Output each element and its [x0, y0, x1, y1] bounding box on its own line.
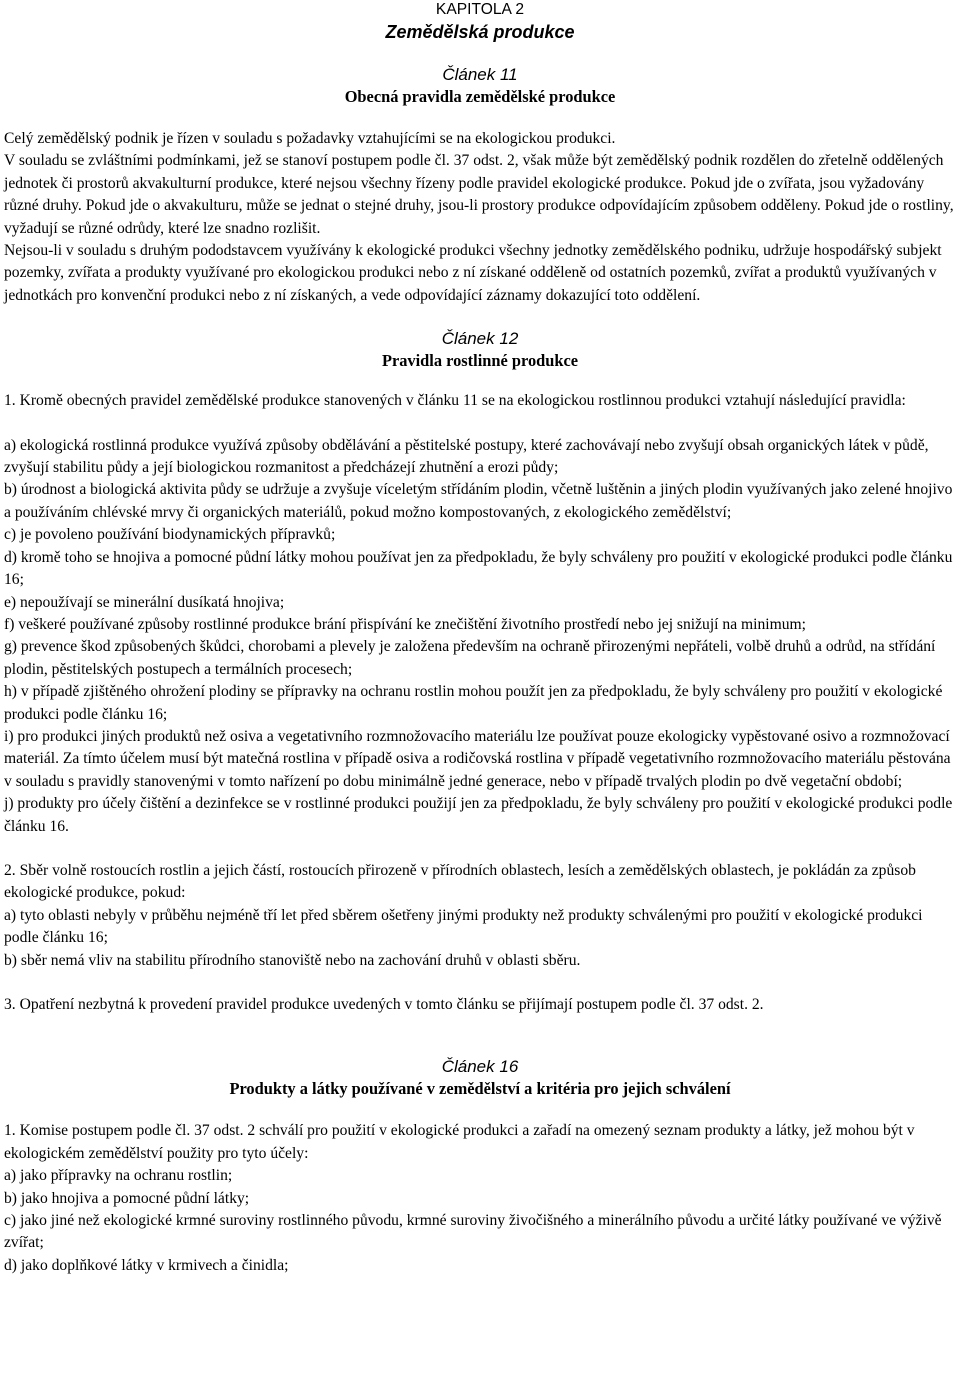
article-12-title: Pravidla rostlinné produkce [381, 351, 579, 371]
article-11-paragraph: V souladu se zvláštními podmínkami, jež se stanoví postupem podle čl. 37 odst. 2, však může být zemědělský podnik rozdělen do zřetelně oddělených jednotek či prostorů akvakulturní produkce, které nejsou všechny řízeny podle pravidel ekologické produkce. Pokud jde o zvířata, jsou vyžadovány různé druhy. Pokud jde o akvakulturu, může se jednat o stejné druhy, jsou-li prostory produkce odpovídajícím způsobem odděleny. Pokud jde o rostliny, vyžadují se různé odrůdy, které lze snadno rozlišit. [4, 152, 954, 237]
chapter-label: KAPITOLA 2 [435, 1, 525, 18]
list-item: b) jako hnojiva a pomocné půdní látky; [4, 1189, 250, 1207]
list-item: a) tyto oblasti nebyly v průběhu nejméně tří let před sběrem ošetřeny jinými produkty než produkty schválenými pro použití v ekologické produkci podle článku 16; [4, 906, 923, 947]
list-item: f) veškeré používané způsoby rostlinné produkce brání přispívání ke znečištění životního prostředí nebo jej snižují na minimum; [4, 615, 807, 633]
article-16-label: Článek 16 [441, 1057, 519, 1077]
article-11 [4, 64, 956, 307]
article-12 [4, 328, 956, 1016]
list-item: a) jako přípravky na ochranu rostlin; [4, 1167, 233, 1185]
chapter-title: Zemědělská produkce [385, 22, 575, 42]
list-item: d) kromě toho se hnojiva a pomocné půdní látky mohou používat jen za předpokladu, že byly schváleny pro použití v ekologické produkci podle článku 16; [4, 548, 953, 589]
article-11-paragraph: Nejsou-li v souladu s druhým pododstavcem využívány k ekologické produkci všechny jednotky zemědělského podniku, udržuje hospodářský subjekt pozemky, zvířata a produkty využívané pro ekologickou produkci nebo z ní získané odděleně od ostatních pozemků, zvířat a produktů využívaných v jednotkách pro konvenční produkci nebo z ní získaných, a vede odpovídající záznamy dokazující toto oddělení. [4, 242, 942, 304]
list-item: a) ekologická rostlinná produkce využívá způsoby obdělávání a pěstitelské postupy, které zachovávají nebo zvyšují obsah organických látek v půdě, zvyšují stabilitu půdy a její biologickou rozmanitost a předcházejí zhutnění a erozi půdy; [4, 436, 929, 477]
article-12-point-1-intro: 1. Kromě obecných pravidel zemědělské produkce stanovených v článku 11 se na ekologickou rostlinnou produkci vztahují následující pravidla: [4, 392, 906, 410]
list-item: b) úrodnost a biologická aktivita půdy se udržuje a zvyšuje víceletým střídáním plodin, včetně luštěnin a jiných plodin využívaných jako zelené hnojivo a používáním chlévské mrvy či organických materiálů, pokud možno kompostovaných, z ekologického zemědělství; [4, 481, 953, 521]
article-12-point-3: 3. Opatření nezbytná k provedení pravidel produkce uvedených v tomto článku se přijímají postupem podle čl. 37 odst. 2. [4, 996, 764, 1013]
list-item: c) jako jiné než ekologické krmné suroviny rostlinného původu, krmné suroviny živočišného a minerálního původu a určité látky používané ve výživě zvířat; [4, 1212, 942, 1252]
article-12-label: Článek 12 [441, 329, 519, 349]
list-item: h) v případě zjištěného ohrožení plodiny se přípravky na ochranu rostlin mohou použít jen za předpokladu, že byly schváleny pro použití v ekologické produkci podle článku 16; [4, 683, 943, 723]
article-16-title: Produkty a látky používané v zemědělství a kritéria pro jejich schválení [229, 1079, 731, 1099]
list-item: c) je povoleno používání biodynamických přípravků; [4, 526, 336, 544]
list-item: i) pro produkci jiných produktů než osiva a vegetativního rozmnožovacího materiálu lze používat pouze ekologicky vypěstované osivo a rozmnožovací materiál. Za tímto účelem musí být matečná rostlina v případě osiva a rodičovská rostlina v případě vegetativního rozmnožovacího materiálu pěstována v souladu s pravidly stanovenými v tomto nařízení po dobu minimálně jedné generace, nebo v případě trvalých plodin po dvě vegetační období; [4, 727, 951, 790]
list-item: b) sběr nemá vliv na stabilitu přírodního stanoviště nebo na zachování druhů v oblasti sběru. [4, 951, 581, 969]
article-16-point-1-intro: 1. Komise postupem podle čl. 37 odst. 2 schválí pro použití v ekologické produkci a zařadí na omezený seznam produkty a látky, jež mohou být v ekologickém zemědělství použity pro tyto účely: [4, 1122, 915, 1162]
article-11-paragraph: Celý zemědělský podnik je řízen v souladu s požadavky vztahujícími se na ekologickou produkci. [4, 130, 616, 147]
list-item: g) prevence škod způsobených škůdci, chorobami a plevely je založena především na ochraně přirozenými nepřáteli, volbě druhů a odrůd, na střídání plodin, pěstitelských postupech a termálních procesech; [4, 638, 936, 678]
list-item: j) produkty pro účely čištění a dezinfekce se v rostlinné produkci použijí jen za předpokladu, že byly schváleny pro použití v ekologické produkci podle článku 16. [4, 795, 953, 835]
article-12-point-2-intro: 2. Sběr volně rostoucích rostlin a jejich částí, rostoucích přirozeně v přírodních oblastech, lesích a zemědělských oblastech, je pokládán za způsob ekologické produkce, pokud: [4, 861, 916, 902]
article-11-title: Obecná pravidla zemědělské produkce [344, 87, 616, 106]
article-11-label: Článek 11 [442, 65, 518, 84]
list-item: e) nepoužívají se minerální dusíkatá hnojiva; [4, 593, 285, 611]
article-16 [4, 1056, 956, 1277]
list-item: d) jako doplňkové látky v krmivech a činidla; [4, 1256, 289, 1274]
